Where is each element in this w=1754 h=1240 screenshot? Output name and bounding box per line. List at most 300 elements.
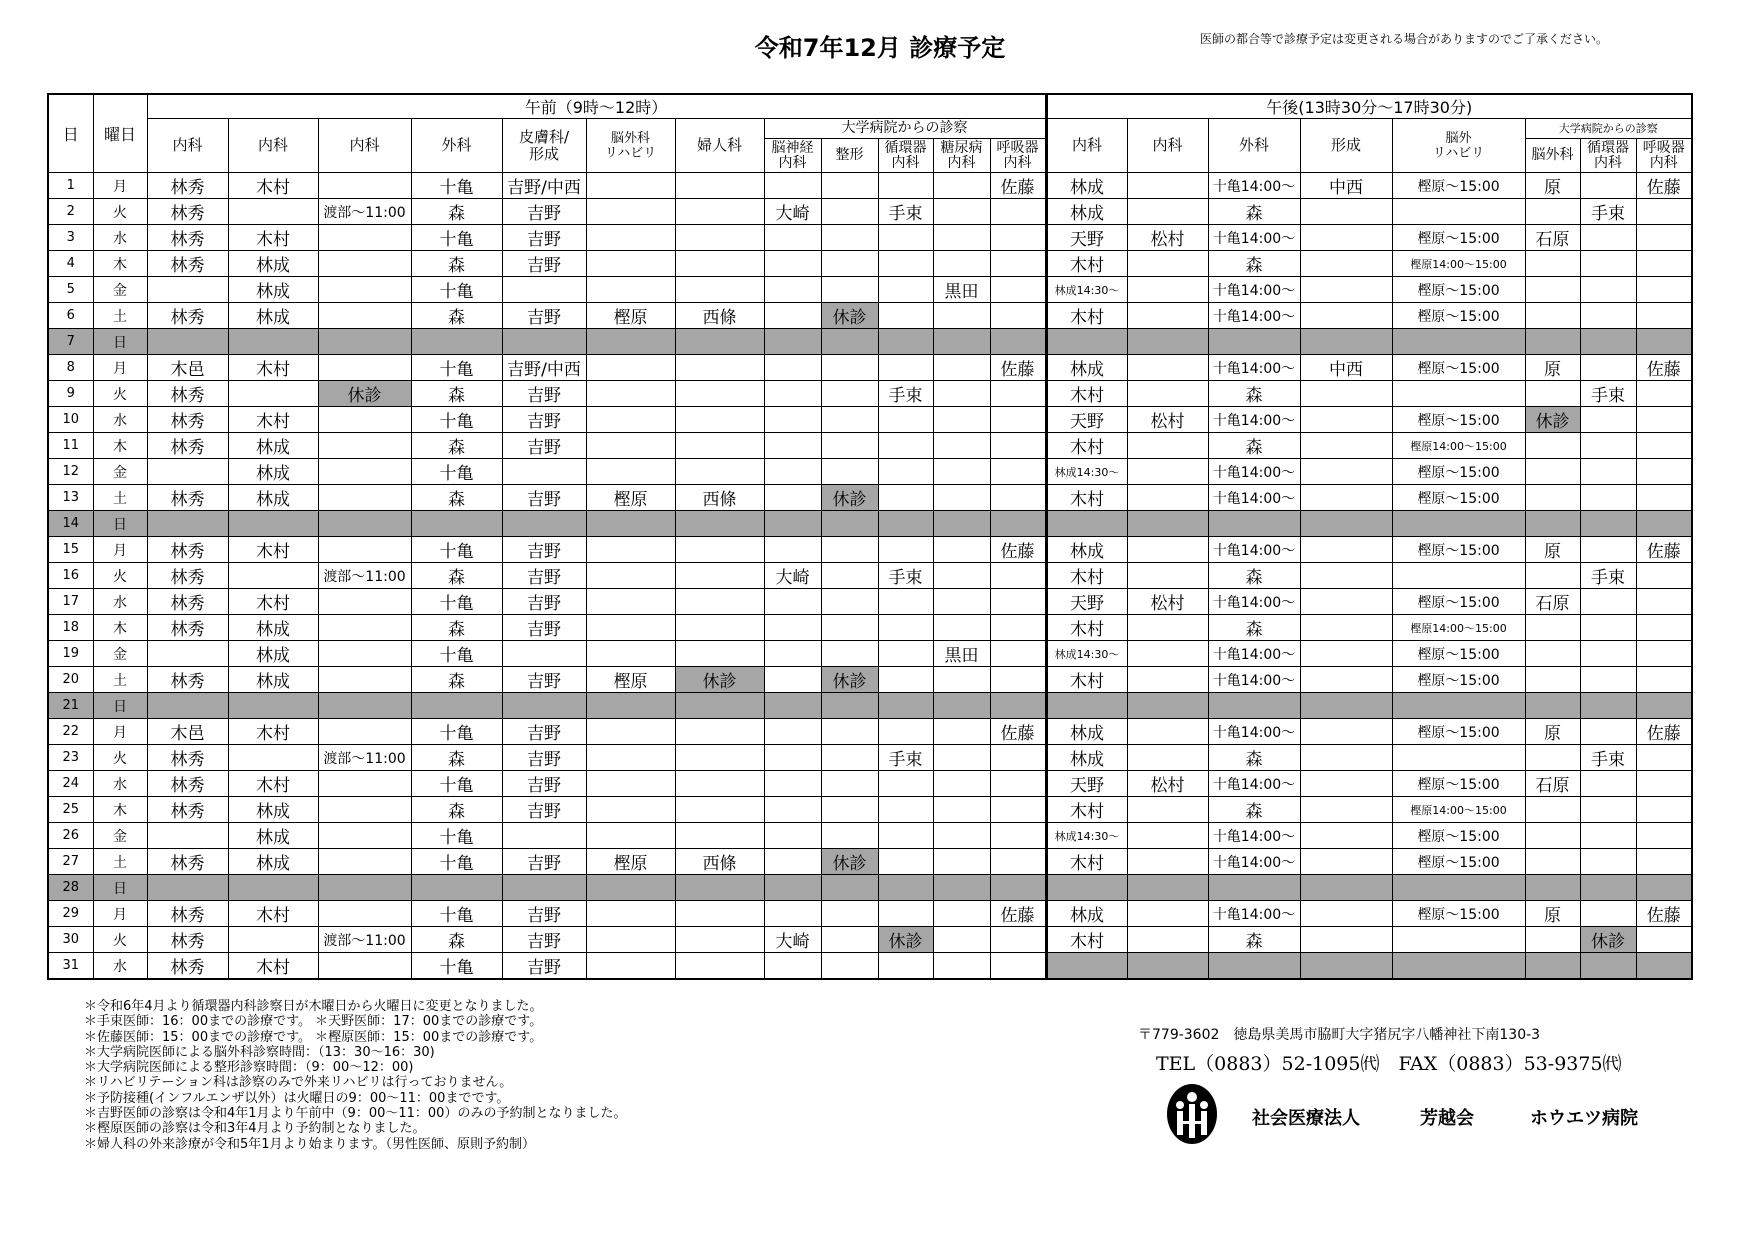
footnote: ＊佐藤医師：15：00までの診療です。 ＊樫原医師：15：00までの診療です。 — [84, 1029, 543, 1045]
table-cell: 十亀 — [411, 901, 502, 927]
table-cell — [1636, 225, 1692, 251]
table-cell: 松村 — [1127, 225, 1208, 251]
table-cell: 十亀14:00～ — [1208, 849, 1300, 875]
table-cell — [764, 745, 821, 771]
table-cell — [990, 277, 1046, 303]
table-cell: 林成 — [1046, 355, 1127, 381]
table-cell — [1300, 433, 1392, 459]
table-cell — [1636, 329, 1692, 355]
table-cell — [318, 355, 411, 381]
table-cell: 木村 — [228, 901, 318, 927]
table-cell: 林秀 — [147, 745, 228, 771]
table-cell — [933, 173, 990, 199]
table-cell — [1127, 823, 1208, 849]
table-cell — [1525, 745, 1580, 771]
table-row — [48, 953, 1692, 980]
table-cell: 森 — [411, 563, 502, 589]
table-cell — [1300, 225, 1392, 251]
table-cell: 木村 — [228, 407, 318, 433]
table-cell: 林成 — [228, 641, 318, 667]
table-cell: 天野 — [1046, 589, 1127, 615]
table-cell — [318, 329, 411, 355]
table-cell: 吉野 — [502, 615, 586, 641]
table-cell: 吉野 — [502, 251, 586, 277]
table-cell — [821, 797, 878, 823]
table-cell — [147, 875, 228, 901]
table-cell: 休診 — [821, 849, 878, 875]
table-cell — [1636, 433, 1692, 459]
table-cell — [1636, 823, 1692, 849]
table-cell — [318, 277, 411, 303]
table-cell — [1580, 459, 1636, 485]
table-cell — [764, 771, 821, 797]
table-cell — [1300, 329, 1392, 355]
table-cell: 黒田 — [933, 641, 990, 667]
table-cell — [1208, 953, 1300, 980]
table-cell — [990, 511, 1046, 537]
table-cell — [1300, 251, 1392, 277]
table-cell: 十亀 — [411, 407, 502, 433]
table-cell — [1636, 563, 1692, 589]
table-cell — [228, 511, 318, 537]
table-cell — [1525, 693, 1580, 719]
table-cell — [586, 797, 675, 823]
table-cell — [1127, 563, 1208, 589]
table-cell — [147, 511, 228, 537]
table-cell — [933, 823, 990, 849]
table-cell: 樫原～15:00 — [1392, 459, 1525, 485]
table-cell: 森 — [411, 251, 502, 277]
table-cell: 佐藤 — [990, 901, 1046, 927]
table-cell — [228, 199, 318, 225]
table-cell: 手束 — [878, 381, 933, 407]
footnote: ＊樫原医師の診察は令和3年4月より予約制となりました。 — [84, 1121, 426, 1137]
table-cell — [411, 329, 502, 355]
table-cell: 林成 — [228, 459, 318, 485]
table-cell: 林成14:30～ — [1046, 277, 1127, 303]
table-cell — [586, 953, 675, 980]
table-row — [48, 329, 1692, 355]
table-cell — [1300, 537, 1392, 563]
table-cell: 十亀14:00～ — [1208, 407, 1300, 433]
table-cell: 手束 — [1580, 199, 1636, 225]
table-cell — [933, 589, 990, 615]
table-row — [48, 823, 1692, 849]
table-row — [48, 173, 1692, 199]
dow-cell: 火 — [93, 563, 147, 589]
table-cell: 原 — [1525, 901, 1580, 927]
table-cell — [1392, 693, 1525, 719]
header-am-col: 内科 — [228, 119, 318, 173]
header-am-col: 内科 — [318, 119, 411, 173]
table-cell — [1300, 693, 1392, 719]
table-cell: 十亀14:00～ — [1208, 719, 1300, 745]
table-cell: 樫原～15:00 — [1392, 641, 1525, 667]
table-cell: 吉野 — [502, 485, 586, 511]
dow-cell: 水 — [93, 407, 147, 433]
dow-cell: 月 — [93, 355, 147, 381]
table-cell: 樫原 — [586, 667, 675, 693]
day-cell: 26 — [48, 823, 93, 849]
dow-cell: 月 — [93, 719, 147, 745]
table-cell — [764, 303, 821, 329]
table-cell — [821, 459, 878, 485]
table-cell — [1127, 797, 1208, 823]
table-cell — [1300, 745, 1392, 771]
table-cell: 天野 — [1046, 225, 1127, 251]
table-cell: 木村 — [228, 225, 318, 251]
table-cell — [933, 433, 990, 459]
table-cell: 林秀 — [147, 771, 228, 797]
table-cell — [586, 225, 675, 251]
table-row — [48, 927, 1692, 953]
table-cell — [1392, 511, 1525, 537]
table-cell: 大崎 — [764, 563, 821, 589]
table-cell — [1636, 849, 1692, 875]
dow-cell: 火 — [93, 927, 147, 953]
table-cell: 吉野 — [502, 563, 586, 589]
table-cell: 樫原14:00～15:00 — [1392, 797, 1525, 823]
dow-cell: 金 — [93, 459, 147, 485]
table-cell: 木村 — [1046, 251, 1127, 277]
table-cell: 森 — [411, 615, 502, 641]
table-cell: 吉野 — [502, 797, 586, 823]
table-cell: 林秀 — [147, 667, 228, 693]
day-cell: 17 — [48, 589, 93, 615]
table-cell — [821, 641, 878, 667]
table-cell — [764, 693, 821, 719]
table-cell — [764, 225, 821, 251]
table-cell: 吉野/中西 — [502, 173, 586, 199]
hospital-phone: TEL（0883）52-1095㈹ FAX（0883）53-9375㈹ — [1156, 1053, 1622, 1075]
table-cell — [502, 459, 586, 485]
table-cell: 天野 — [1046, 771, 1127, 797]
table-cell: 手束 — [1580, 745, 1636, 771]
header-pm-col: 外科 — [1208, 119, 1300, 173]
table-cell — [228, 745, 318, 771]
day-cell: 22 — [48, 719, 93, 745]
table-cell — [586, 329, 675, 355]
table-cell — [990, 485, 1046, 511]
table-cell: 木邑 — [147, 355, 228, 381]
table-cell: 林成14:30～ — [1046, 823, 1127, 849]
table-cell — [675, 589, 764, 615]
table-cell — [878, 719, 933, 745]
table-cell: 樫原～15:00 — [1392, 537, 1525, 563]
table-cell — [1525, 277, 1580, 303]
header-am-university: 大学病院からの診察 — [764, 119, 1046, 139]
table-cell — [1392, 953, 1525, 980]
table-cell: 森 — [1208, 433, 1300, 459]
table-cell: 林秀 — [147, 225, 228, 251]
table-cell: 木村 — [1046, 797, 1127, 823]
table-cell — [933, 719, 990, 745]
table-cell — [1300, 407, 1392, 433]
table-row — [48, 433, 1692, 459]
table-cell — [675, 173, 764, 199]
table-cell — [878, 433, 933, 459]
table-cell: 松村 — [1127, 771, 1208, 797]
table-cell — [764, 329, 821, 355]
table-cell — [1580, 303, 1636, 329]
table-cell: 吉野 — [502, 667, 586, 693]
table-cell — [990, 667, 1046, 693]
table-cell — [764, 667, 821, 693]
table-cell: 林成 — [228, 849, 318, 875]
table-cell — [1208, 875, 1300, 901]
table-cell — [821, 277, 878, 303]
table-cell: 林成 — [228, 823, 318, 849]
table-cell — [1127, 277, 1208, 303]
table-cell — [675, 407, 764, 433]
table-cell: 吉野 — [502, 901, 586, 927]
day-cell: 12 — [48, 459, 93, 485]
table-cell: 林秀 — [147, 849, 228, 875]
table-cell — [1525, 485, 1580, 511]
table-cell — [1580, 355, 1636, 381]
page-title: 令和7年12月 診療予定 — [754, 34, 1006, 62]
table-cell — [1525, 329, 1580, 355]
table-cell — [1127, 537, 1208, 563]
table-cell — [1392, 381, 1525, 407]
table-cell: 樫原～15:00 — [1392, 355, 1525, 381]
dow-cell: 水 — [93, 953, 147, 980]
table-row — [48, 381, 1692, 407]
table-cell — [933, 667, 990, 693]
table-cell — [990, 615, 1046, 641]
table-cell: 木村 — [228, 537, 318, 563]
table-cell — [933, 875, 990, 901]
table-cell — [764, 485, 821, 511]
day-cell: 18 — [48, 615, 93, 641]
table-row — [48, 693, 1692, 719]
schedule-body — [48, 173, 1692, 980]
table-cell — [1580, 537, 1636, 563]
table-cell — [821, 173, 878, 199]
header-am-univ-col: 脳神経 内科 — [764, 139, 821, 173]
table-cell — [990, 875, 1046, 901]
table-cell — [586, 433, 675, 459]
table-cell — [990, 225, 1046, 251]
table-cell: 十亀14:00～ — [1208, 667, 1300, 693]
table-cell: 佐藤 — [990, 719, 1046, 745]
table-cell — [318, 901, 411, 927]
table-cell: 原 — [1525, 173, 1580, 199]
header-afternoon: 午後(13時30分～17時30分) — [1046, 94, 1692, 119]
footnote: ＊手束医師：16：00までの診療です。 ＊天野医師：17：00までの診療です。 — [84, 1014, 543, 1030]
table-cell — [1525, 433, 1580, 459]
table-cell: 原 — [1525, 355, 1580, 381]
table-cell — [990, 303, 1046, 329]
table-cell — [675, 225, 764, 251]
table-cell — [990, 797, 1046, 823]
table-cell — [586, 875, 675, 901]
table-cell — [821, 823, 878, 849]
table-cell: 木村 — [228, 771, 318, 797]
table-cell: 林秀 — [147, 563, 228, 589]
table-cell: 吉野 — [502, 199, 586, 225]
header-pm-univ-col: 循環器 内科 — [1580, 139, 1636, 173]
table-cell — [1636, 615, 1692, 641]
table-cell — [1580, 433, 1636, 459]
table-cell: 木村 — [1046, 485, 1127, 511]
table-cell — [586, 615, 675, 641]
table-cell — [1525, 875, 1580, 901]
table-cell — [1636, 459, 1692, 485]
table-cell — [878, 953, 933, 980]
table-cell — [933, 745, 990, 771]
table-cell — [1127, 927, 1208, 953]
day-cell: 6 — [48, 303, 93, 329]
table-cell — [764, 615, 821, 641]
table-cell: 林秀 — [147, 381, 228, 407]
table-cell: 休診 — [1525, 407, 1580, 433]
day-cell: 14 — [48, 511, 93, 537]
table-cell — [821, 433, 878, 459]
table-cell: 森 — [411, 927, 502, 953]
table-row — [48, 277, 1692, 303]
table-cell — [1636, 693, 1692, 719]
dow-cell: 土 — [93, 667, 147, 693]
day-cell: 13 — [48, 485, 93, 511]
table-cell: 佐藤 — [990, 173, 1046, 199]
table-cell — [1580, 485, 1636, 511]
table-cell: 木村 — [228, 953, 318, 980]
dow-cell: 火 — [93, 381, 147, 407]
table-row — [48, 745, 1692, 771]
table-cell: 石原 — [1525, 771, 1580, 797]
table-cell: 原 — [1525, 719, 1580, 745]
table-cell: 渡部～11:00 — [318, 745, 411, 771]
table-cell — [821, 199, 878, 225]
table-cell: 十亀14:00～ — [1208, 485, 1300, 511]
table-cell — [1636, 251, 1692, 277]
table-cell: 吉野 — [502, 953, 586, 980]
day-cell: 8 — [48, 355, 93, 381]
table-cell: 樫原～15:00 — [1392, 407, 1525, 433]
table-cell — [1127, 849, 1208, 875]
table-cell: 大崎 — [764, 199, 821, 225]
table-cell — [318, 173, 411, 199]
table-cell — [1580, 251, 1636, 277]
footnote: ＊リハビリテーション科は診察のみで外来リハビリは行っておりません。 — [84, 1075, 513, 1091]
table-cell: 休診 — [1580, 927, 1636, 953]
table-cell — [1636, 667, 1692, 693]
table-cell: 林秀 — [147, 433, 228, 459]
table-cell — [764, 407, 821, 433]
table-cell — [586, 381, 675, 407]
table-cell — [933, 771, 990, 797]
table-cell: 樫原～15:00 — [1392, 849, 1525, 875]
table-cell: 吉野 — [502, 849, 586, 875]
table-cell — [586, 823, 675, 849]
table-cell: 森 — [411, 433, 502, 459]
table-cell: 十亀 — [411, 537, 502, 563]
table-cell — [586, 511, 675, 537]
table-cell — [821, 225, 878, 251]
table-cell — [764, 849, 821, 875]
table-cell: 森 — [1208, 251, 1300, 277]
table-row — [48, 849, 1692, 875]
table-cell: 森 — [1208, 745, 1300, 771]
table-cell — [228, 381, 318, 407]
table-cell — [878, 693, 933, 719]
table-cell — [1525, 459, 1580, 485]
table-cell: 樫原～15:00 — [1392, 173, 1525, 199]
table-cell: 林秀 — [147, 589, 228, 615]
dow-cell: 水 — [93, 589, 147, 615]
table-cell: 佐藤 — [990, 537, 1046, 563]
schedule-table — [47, 93, 1693, 980]
table-cell — [147, 277, 228, 303]
table-cell — [586, 277, 675, 303]
day-cell: 4 — [48, 251, 93, 277]
table-cell — [933, 563, 990, 589]
table-cell — [675, 199, 764, 225]
table-cell: 林秀 — [147, 797, 228, 823]
table-cell: 林成 — [228, 485, 318, 511]
table-row — [48, 537, 1692, 563]
table-cell — [933, 381, 990, 407]
table-cell — [228, 875, 318, 901]
table-cell — [1525, 849, 1580, 875]
table-cell: 林秀 — [147, 901, 228, 927]
table-cell — [318, 459, 411, 485]
table-cell: 森 — [411, 303, 502, 329]
table-cell — [878, 849, 933, 875]
table-cell: 原 — [1525, 537, 1580, 563]
table-cell: 佐藤 — [990, 355, 1046, 381]
table-cell: 手束 — [878, 199, 933, 225]
table-cell: 木村 — [228, 173, 318, 199]
table-cell — [764, 251, 821, 277]
table-cell — [1127, 901, 1208, 927]
table-cell: 吉野 — [502, 719, 586, 745]
dow-cell: 土 — [93, 849, 147, 875]
table-cell — [586, 251, 675, 277]
table-cell: 吉野 — [502, 745, 586, 771]
table-cell: 林秀 — [147, 537, 228, 563]
table-cell — [821, 927, 878, 953]
table-row — [48, 589, 1692, 615]
table-cell — [764, 589, 821, 615]
table-cell — [764, 381, 821, 407]
table-cell — [1636, 199, 1692, 225]
table-cell: 樫原14:00～15:00 — [1392, 615, 1525, 641]
header-pm-col: 脳外 リハビリ — [1392, 119, 1525, 173]
table-cell: 森 — [411, 381, 502, 407]
day-cell: 19 — [48, 641, 93, 667]
table-cell: 森 — [1208, 563, 1300, 589]
day-cell: 1 — [48, 173, 93, 199]
table-cell — [1300, 563, 1392, 589]
table-cell: 木村 — [228, 719, 318, 745]
table-cell: 林成 — [1046, 537, 1127, 563]
table-cell — [764, 355, 821, 381]
table-cell — [1127, 199, 1208, 225]
table-cell — [933, 225, 990, 251]
table-row — [48, 667, 1692, 693]
table-cell — [1580, 719, 1636, 745]
table-cell: 石原 — [1525, 225, 1580, 251]
table-cell — [1580, 953, 1636, 980]
table-cell: 休診 — [675, 667, 764, 693]
table-cell — [1046, 953, 1127, 980]
table-cell — [1636, 953, 1692, 980]
dow-cell: 日 — [93, 693, 147, 719]
table-cell: 佐藤 — [1636, 173, 1692, 199]
table-cell — [990, 589, 1046, 615]
